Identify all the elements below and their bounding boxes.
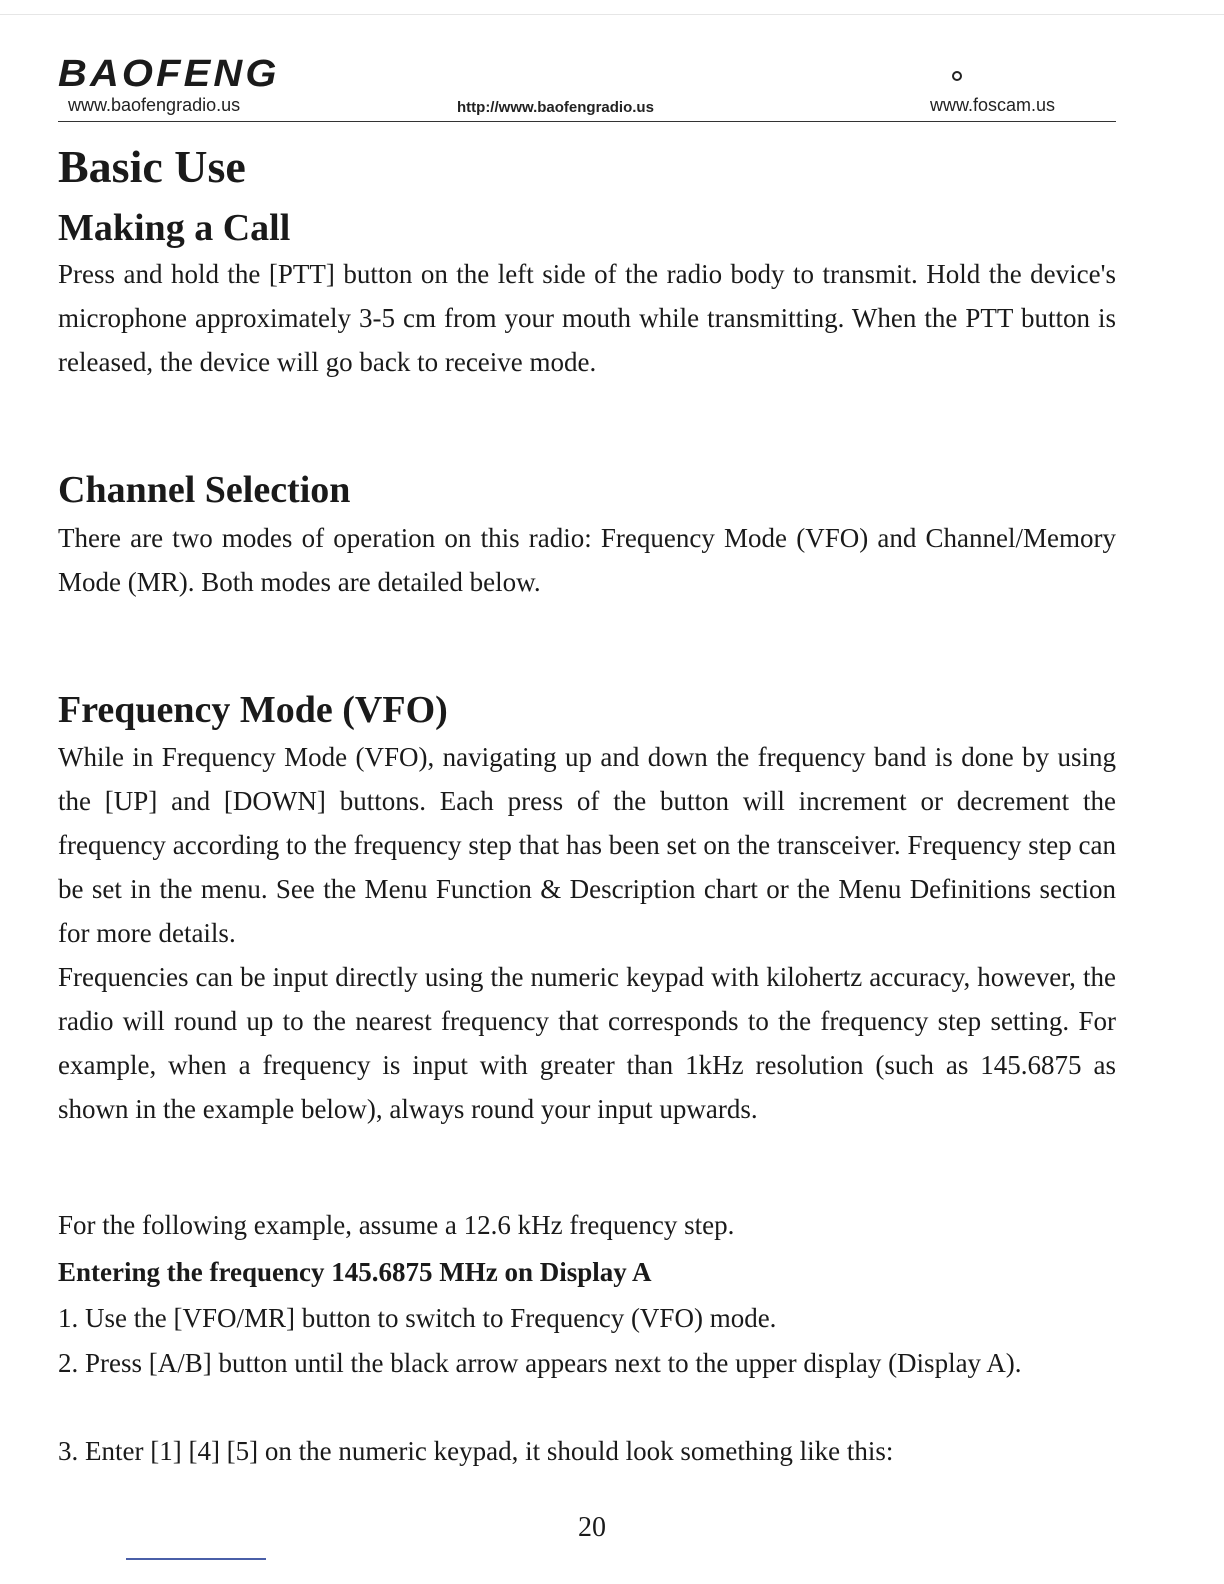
example-heading: Entering the frequency 145.6875 MHz on Display A [58,1257,652,1287]
header-left-url: www.baofengradio.us [68,95,241,115]
header-right-url: www.foscam.us [930,95,1056,115]
top-edge-line [0,14,1224,15]
channel-selection-text: There are two modes of operation on this radio: Frequency Mode (VFO) and Channel/Memory Mode (MR). Both modes are detailed below. [58,523,1116,597]
header-rule [58,121,1116,122]
step-3: 3. Enter [1] [4] [5] on the numeric keypad, it should look something like this: [58,1436,894,1466]
header-center-url: http://www.baofengradio.us [457,99,654,116]
example-intro: For the following example, assume a 12.6 kHz frequency step. [58,1210,735,1240]
making-call-heading: Making a Call [58,207,291,249]
baofeng-logo: BAOFENG [58,53,280,95]
footer-rule [126,1558,266,1560]
step-2: 2. Press [A/B] button until the black arrow appears next to the upper display (Display A). [58,1348,1022,1378]
frequency-mode-text-2: Frequencies can be input directly using the numeric keypad with kilohertz accuracy, however, the radio will round up to the nearest frequency that corresponds to the frequency step setting. For example, when a frequency is input with greater than 1kHz resolution (such as 145.6875 as shown in the example below), always round your input upwards. [58,962,1116,1124]
frequency-mode-heading: Frequency Mode (VFO) [58,689,448,731]
making-call-text: Press and hold the [PTT] button on the left side of the radio body to transmit. Hold the device's microphone approximately 3-5 cm from your mouth while transmitting. When the PTT button is released, the device will go back to receive mode. [58,259,1116,377]
page-title: Basic Use [58,141,246,192]
page-number: 20 [578,1512,606,1543]
channel-selection-heading: Channel Selection [58,469,351,511]
frequency-mode-text-1: While in Frequency Mode (VFO), navigating up and down the frequency band is done by using the [UP] and [DOWN] buttons. Each press of the button will increment or decrement the frequency according to the frequency step that has been set on the transceiver. Frequency step can be set in the menu. See the Menu Function & Description chart or the Menu Definitions section for more details. [58,742,1116,948]
step-1: 1. Use the [VFO/MR] button to switch to Frequency (VFO) mode. [58,1303,777,1333]
ring-icon [952,71,962,81]
